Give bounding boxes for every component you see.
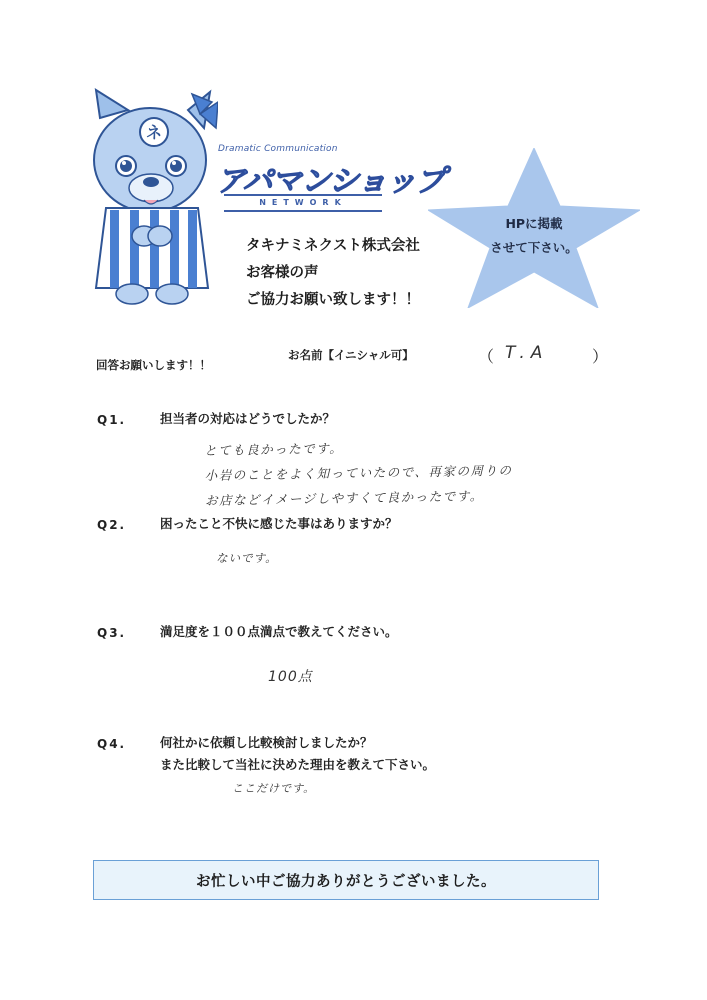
logo-tagline: Dramatic Communication — [218, 144, 338, 154]
logo-brand: アパマンショップ — [216, 164, 445, 199]
q4-answer: ここだけです。 — [232, 782, 316, 795]
q2-number: Q2. — [97, 518, 127, 532]
q4-text-line1: 何社かに依頼し比較検討しましたか？ — [160, 735, 373, 750]
q4-text — [160, 732, 435, 776]
company-heading — [246, 233, 420, 314]
name-value: T.A — [505, 343, 549, 363]
star-badge-line1: HPに掲載 — [505, 216, 563, 231]
cooperation-request: ご協力お願い致します！！ — [246, 292, 420, 308]
q1-text: 担当者の対応はどうでしたか？ — [160, 411, 336, 426]
name-close-paren: ） — [592, 347, 609, 366]
star-badge-line2: させて下さい。 — [490, 240, 578, 255]
q1-answer-line1: とても良かったです。 — [204, 440, 344, 458]
name-open-paren: （ — [478, 347, 495, 366]
star-badge-text — [474, 212, 594, 260]
q2-answer: ないです。 — [216, 551, 278, 565]
q4-number: Q4. — [97, 737, 127, 751]
answer-prompt: 回答お願いします！！ — [96, 358, 211, 372]
q1-number: Q1. — [97, 413, 127, 427]
q3-text: 満足度を１００点満点で教えてください。 — [160, 624, 398, 639]
q1-answer-line3: お店などイメージしやすくて良かったです。 — [204, 488, 484, 508]
thank-you-banner: お忙しい中ご協力ありがとうございました。 — [93, 860, 599, 900]
q1-answer — [204, 433, 513, 513]
survey-title: お客様の声 — [246, 265, 319, 281]
q4-text-line2: また比較して当社に決めた理由を教えて下さい。 — [160, 757, 436, 772]
q2-text: 困ったこと不快に感じた事はありますか？ — [160, 516, 398, 531]
q1-answer-line2: 小岩のことをよく知っていたので、再家の周りの — [204, 462, 513, 483]
svg-text:ネ: ネ — [145, 123, 163, 142]
mascot-illustration — [88, 88, 218, 310]
logo-network: NETWORK — [224, 194, 382, 212]
q3-answer: 100点 — [268, 669, 313, 685]
q3-number: Q3. — [97, 626, 127, 640]
company-name: タキナミネクスト株式会社 — [246, 238, 420, 254]
name-label: お名前【イニシャル可】 — [288, 348, 414, 362]
